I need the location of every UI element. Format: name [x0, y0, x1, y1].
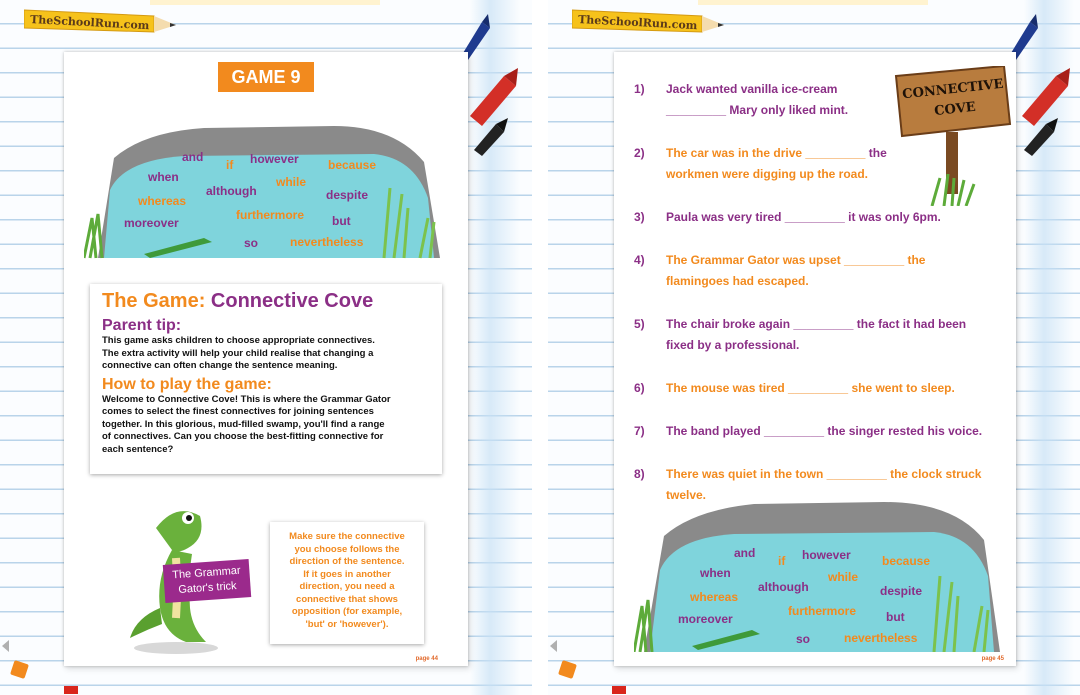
question-text-segment: The band played _________ [666, 424, 828, 438]
cove-word: when [148, 170, 179, 184]
page-44 [64, 52, 468, 666]
pencil-logo-icon [572, 2, 732, 38]
question-number: 3) [634, 210, 645, 224]
black-crayon-icon [470, 116, 510, 156]
cove-word: if [778, 554, 786, 568]
cove-word: so [244, 236, 259, 250]
game-title [102, 290, 430, 313]
cove-word: despite [326, 188, 369, 202]
page-45 [614, 52, 1016, 666]
question-line [666, 167, 868, 181]
cove-illustration [634, 496, 1004, 652]
question-line [666, 82, 837, 96]
question-line [666, 317, 966, 331]
question-text-segment: The mouse was tired _________ [666, 381, 852, 395]
question-text-segment: Paula was very tired _________ [666, 210, 849, 224]
question-text-segment: the [907, 253, 926, 267]
question-text-segment: fixed by a professional. [666, 338, 800, 352]
cove-word: while [276, 175, 307, 189]
question-number: 2) [634, 146, 645, 160]
question-number: 4) [634, 253, 645, 267]
pencil-logo-icon [24, 2, 184, 38]
cove-word: nevertheless [290, 235, 364, 249]
cove-illustration [84, 118, 444, 268]
text-line: This game asks children to choose appropriate connectives. [102, 335, 375, 346]
brand-logo-text: TheSchoolRun.com [577, 13, 698, 33]
cove-word: however [250, 152, 299, 166]
text-line: direction, you need a [299, 581, 395, 592]
question-text-segment: The Grammar Gator was upset _________ [666, 253, 908, 267]
question-text-segment: Jack wanted vanilla ice-cream [666, 82, 838, 96]
prev-page-arrow-icon[interactable] [2, 640, 9, 652]
text-line: If it goes in another [303, 568, 391, 580]
cove-word: but [332, 214, 351, 228]
top-strip [698, 0, 928, 5]
text-line: The extra activity will help your child realise that changing a [102, 347, 374, 359]
question-text-segment: The chair broke again _________ [666, 317, 857, 331]
question-text-segment: twelve. [666, 488, 707, 502]
cove-word: moreover [678, 612, 733, 626]
text-line: each sentence? [102, 443, 174, 455]
text-line: direction of the sentence. [289, 556, 405, 567]
text-line: COVE [933, 99, 977, 120]
text-line: CONNECTIVE [901, 76, 1005, 103]
cove-word: because [328, 158, 377, 172]
question-text-segment: the clock struck [890, 467, 982, 481]
question-line [666, 338, 799, 352]
text-line: together. In this glorious, mud-filled swamp, you'll find a range [102, 418, 385, 430]
question-line [666, 381, 955, 395]
how-to-play-heading: How to play the game: [102, 375, 272, 393]
question-line [666, 210, 941, 224]
cove-word: but [886, 610, 905, 624]
question-number: 1) [634, 82, 645, 96]
red-marker-icon [612, 686, 626, 694]
question-text-segment: the [868, 146, 887, 160]
game-title-name: Connective Cove [210, 290, 374, 312]
question-text-segment: the singer rested his voice. [827, 424, 983, 438]
cove-word: nevertheless [844, 631, 918, 645]
black-crayon-icon [1020, 116, 1060, 156]
question-text-segment: she went to sleep. [851, 381, 955, 395]
right-spread [548, 0, 1080, 695]
question-line [666, 146, 887, 160]
left-spread [0, 0, 532, 695]
cove-word: and [734, 546, 756, 560]
question-number: 6) [634, 381, 645, 395]
question-text-segment: it was only 6pm. [848, 210, 941, 224]
text-line: opposition (for example, [291, 606, 403, 617]
text-line: 'but' or 'however'). [305, 618, 389, 630]
cove-word: while [828, 570, 859, 584]
red-marker-icon [64, 686, 78, 694]
game-title-prefix: The Game: [102, 290, 211, 312]
question-line [666, 103, 848, 117]
cove-word: so [796, 632, 811, 646]
question-text-segment: workmen were digging up the road. [666, 167, 869, 181]
cove-word: furthermore [788, 604, 857, 618]
question-line [666, 274, 809, 288]
cove-word: whereas [690, 590, 739, 604]
text-line: Gator's trick [177, 579, 238, 597]
cove-word: although [206, 184, 257, 198]
cove-word: however [802, 548, 851, 562]
gutter [532, 0, 548, 695]
top-strip [150, 0, 380, 5]
cove-word: if [226, 158, 234, 172]
text-line: connective can often change the sentence meaning. [102, 360, 338, 371]
question-text-segment: The car was in the drive _________ [666, 146, 869, 160]
cove-word: moreover [124, 216, 179, 230]
question-text-segment: _________ [666, 103, 730, 117]
question-line [666, 467, 981, 481]
game-badge: GAME 9 [218, 62, 314, 92]
question-text-segment: flamingoes had escaped. [666, 274, 809, 288]
question-text-segment: There was quiet in the town _________ [666, 467, 891, 481]
question-number: 7) [634, 424, 645, 438]
cove-word: when [700, 566, 731, 580]
page-number: page 44 [415, 656, 438, 662]
text-line: of connectives. Can you choose the best-fitting connective for [102, 431, 384, 442]
question-number: 5) [634, 317, 645, 331]
question-number: 8) [634, 467, 645, 481]
text-line: you choose follows the [294, 543, 400, 555]
text-line: Make sure the connective [289, 531, 405, 542]
cove-word: because [882, 554, 931, 568]
game-info-card [90, 284, 442, 474]
parent-tip-text [102, 335, 430, 373]
text-line: connective that shows [296, 593, 398, 605]
question-text-segment: the fact it had been [856, 317, 967, 331]
brand-logo-text: TheSchoolRun.com [29, 13, 150, 33]
cove-word: furthermore [236, 208, 305, 222]
text-line: Welcome to Connective Cove! This is where the Grammar Gator [102, 393, 391, 405]
cove-word: despite [880, 584, 923, 598]
prev-page-arrow-icon[interactable] [550, 640, 557, 652]
how-to-play-text [102, 394, 430, 457]
cove-word: whereas [138, 194, 187, 208]
cove-word: and [182, 150, 204, 164]
text-line: comes to select the finest connectives for joining sentences [102, 406, 374, 417]
cove-word: although [758, 580, 809, 594]
question-line [666, 253, 925, 267]
question-line [666, 424, 982, 438]
text-line: The Grammar [171, 564, 242, 582]
page-number: page 45 [981, 656, 1004, 662]
question-text-segment: Mary only liked mint. [729, 103, 849, 117]
gators-trick-label [163, 559, 251, 603]
connective-tip-card [270, 522, 424, 644]
parent-tip-heading: Parent tip: [102, 317, 182, 334]
